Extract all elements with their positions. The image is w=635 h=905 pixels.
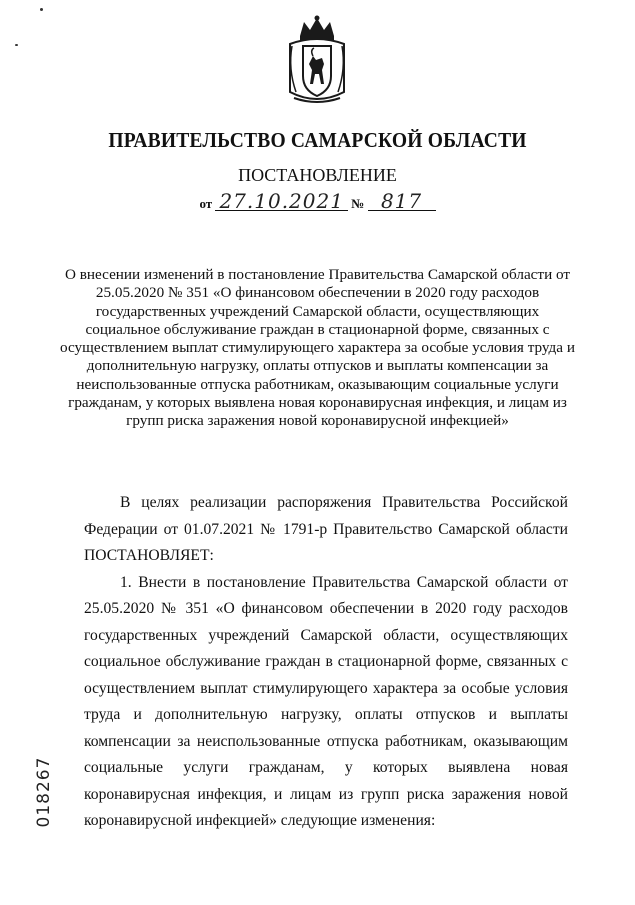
scan-speck	[40, 8, 43, 11]
document-subject: О внесении изменений в постановление Правительства Самарской области от 25.05.2020 № 351 «О финансовом обеспечении в 2020 году расходов государственных учреждений Самарской области, осуществляющих социальное обслуживание граждан в стационарной форме, связанных с осуществлением выплат стимулирующего характера за особые условия труда и дополнительную нагрузку, оплаты отпусков и выплаты компенсации за неиспользованные отпуска работникам, оказывающим социальные услуги гражданам, у которых выявлена новая коронавирусная инфекция, и лицам из групп риска заражения новой коронавирусной инфекцией»	[60, 266, 575, 430]
document-type: ПОСТАНОВЛЕНИЕ	[238, 165, 397, 185]
document-body	[84, 490, 568, 835]
serial-number	[34, 752, 54, 832]
serial-number-text: 018267	[34, 756, 54, 828]
date-prefix: от	[199, 196, 213, 211]
document-date: 27.10.2021	[215, 192, 348, 211]
document-number-line	[0, 189, 635, 213]
item-1-paragraph: 1. Внести в постановление Правительства Самарской области от 25.05.2020 № 351 «О финансовом обеспечении в 2020 году расходов государственных учреждений Самарской области, осуществляющих социальное обслуживание граждан в стационарной форме, связанных с осуществлением выплат стимулирующего характера за особые условия труда и дополнительную нагрузку, оплаты отпусков и выплаты компенсации за неиспользованные отпуска работникам, оказывающим социальные услуги гражданам, у которых выявлена новая коронавирусная инфекция, и лицам из групп риска заражения новой коронавирусной инфекцией» следующие изменения:	[84, 573, 568, 829]
document-number: 817	[368, 192, 436, 211]
preamble-paragraph: В целях реализации распоряжения Правительства Российской Федерации от 01.07.2021 № 1791-р Правительство Самарской области ПОСТАНОВЛЯЕТ:	[84, 494, 568, 564]
samara-coat-of-arms-icon	[286, 14, 348, 106]
number-prefix: №	[351, 196, 365, 211]
government-title: ПРАВИТЕЛЬСТВО САМАРСКОЙ ОБЛАСТИ	[108, 128, 527, 152]
scan-speck	[15, 44, 18, 46]
